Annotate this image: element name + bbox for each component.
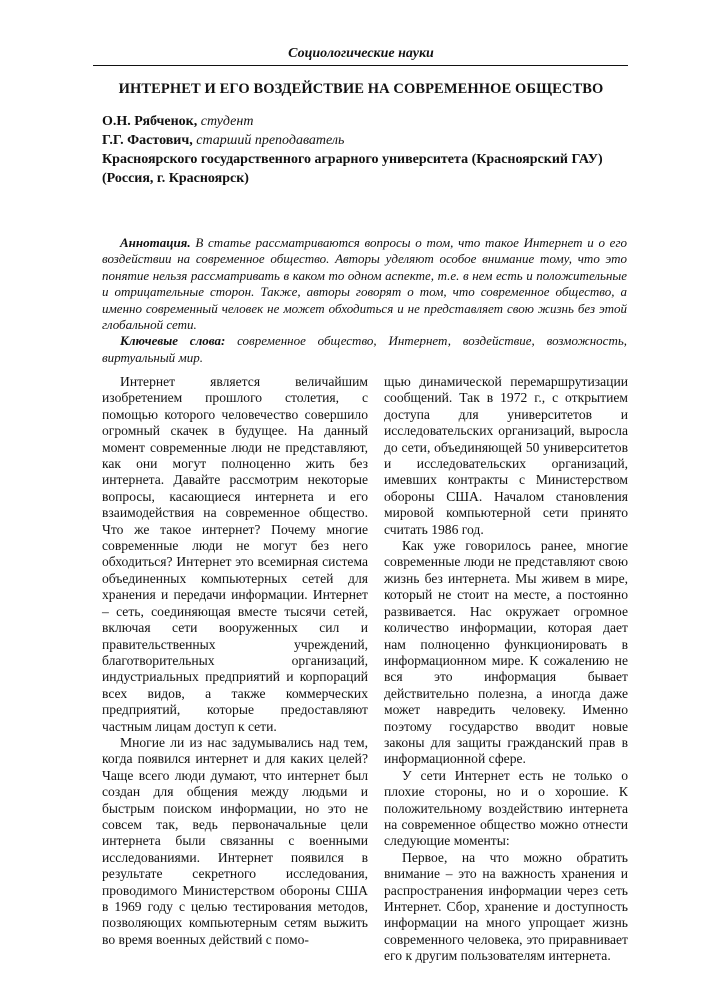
- body-paragraph: У сети Интернет есть не только о плохие стороны, но и о хорошие. К положительному воздействию интернета на современное общество можно отнести следующие моменты:: [384, 767, 628, 849]
- body-paragraph: Интернет является величайшим изобретением прошлого столетия, с помощью которого человечество совершило огромный скачек в будущее. На данный момент современные люди не представляют, как они могут полноценно жить без интернета. Давайте рассмотрим некоторые вопросы, касающиеся интернета и его взаимодействия на современное общество. Что же такое интернет? Почему многие современные люди не могут без него обходиться? Интернет это всемирная система объединенных компьютерных сетей для хранения и передачи информации. Интернет – сеть, соединяющая вместе тысячи сетей, включая сети вооруженных сил и правительственных учреждений, благотворительных организаций, индустриальных предприятий и корпораций всех видов, а также коммерческих предприятий, которые предоставляют частным лицам доступ к сети.: [102, 374, 368, 734]
- abstract-paragraph: [102, 235, 627, 333]
- body-paragraph: Как уже говорилось ранее, многие современные люди не представляют свою жизнь без интернета. Мы живем в мире, который не стоит на месте, а постоянно развивается. Нас окружает огромное количество информации, которая дает нам полноценно функционировать в информационном мире. К сожалению не вся это информация бывает действительно полезна, а иногда даже может навредить человеку. Именно поэтому государство вводит новые законы для защиты гражданский прав в информационной сфере.: [384, 538, 628, 767]
- body-paragraph-continuation: щью динамической перемаршрутизации сообщений. Так в 1972 г., с открытием доступа для университетов и исследовательских организаций, выросла до сети, объединяющей 50 университетов и исследовательских организаций, имевших контракты с Министерством обороны США. Началом становления мировой компьютерной сети принято считать 1986 год.: [384, 374, 628, 537]
- keywords-text: современное общество, Интернет, воздействие, возможность, виртуальный мир.: [102, 333, 627, 365]
- abstract-label: Аннотация.: [120, 235, 191, 250]
- author-name: О.Н. Рябченок,: [102, 114, 198, 129]
- author-block: [102, 112, 603, 188]
- author-1: [102, 112, 603, 131]
- running-head: Социологические науки: [288, 46, 434, 61]
- body-left-column: [102, 374, 368, 948]
- author-role: старший преподаватель: [196, 133, 345, 148]
- author-2: [102, 131, 603, 150]
- article-title: ИНТЕРНЕТ И ЕГО ВОЗДЕЙСТВИЕ НА СОВРЕМЕННОЕ ОБЩЕСТВО: [118, 81, 604, 97]
- location: (Россия, г. Красноярск): [102, 171, 249, 186]
- body-right-column: [384, 374, 628, 965]
- author-role: студент: [200, 114, 254, 129]
- header-rule: [93, 65, 628, 66]
- abstract-section: [102, 235, 627, 366]
- keywords-paragraph: [102, 333, 627, 366]
- keywords-label: Ключевые слова:: [120, 333, 226, 349]
- body-paragraph: Первое, на что можно обратить внимание – это на важность хранения и распространения информации через сеть Интернет. Сбор, хранение и доступность информации на много упрощает жизнь современного человека, это приравнивает его к другим пользователям интернета.: [384, 849, 628, 964]
- author-name: Г.Г. Фастович,: [102, 133, 193, 148]
- abstract-text: В статье рассматриваются вопросы о том, что такое Интернет и о его воздействии на современное общество. Авторы уделяют особое внимание тому, что это понятие нельзя рассматривать в каком то одном аспекте, т.е. в нем есть и положительные и отрицательные сторон. Также, авторы говорят о том, что современное общество, а именно современный человек не может обходиться и не представляет свою жизнь без этой глобальной сети.: [102, 235, 628, 333]
- affiliation: Красноярского государственного аграрного университета (Красноярский ГАУ): [102, 152, 603, 167]
- body-paragraph: Многие ли из нас задумывались над тем, когда появился интернет и для каких целей? Чаще всего люди думают, что интернет был создан для общения между людьми и быстрым поиском информации, но это не совсем так, ведь первоначальные цели интернета были связанны с военными исследованиями. Интернет появился в результате секретного исследования, проводимого Министерством обороны США в 1969 году с целью тестирования методов, позволяющих компьютерным сетям выжить во время военных действий с помо-: [102, 734, 368, 947]
